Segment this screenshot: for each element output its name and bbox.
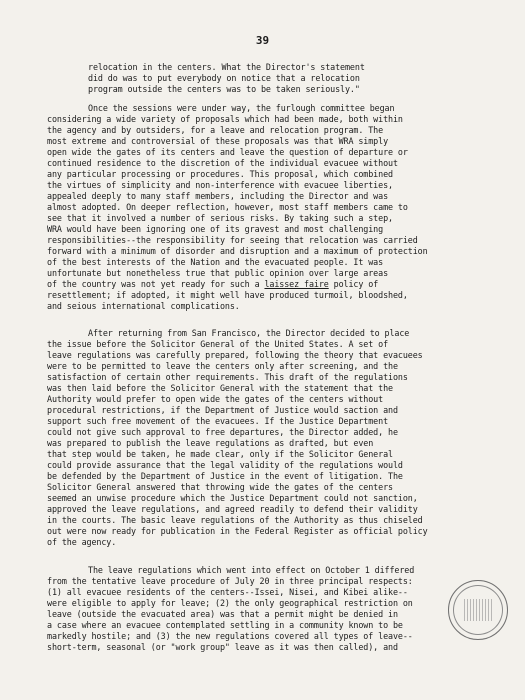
text-line: Authority would prefer to open wide the gates of the centers without bbox=[47, 394, 384, 404]
text-line: any particular processing or procedures. This proposal, which combined bbox=[47, 169, 393, 179]
text-line: almost adopted. On deeper reflection, however, most staff members came to bbox=[47, 202, 408, 212]
text-line: was then laid before the Solicitor General with the statement that the bbox=[47, 383, 393, 393]
text-line: out were now ready for publication in the Federal Register as official policy bbox=[47, 526, 428, 536]
text-line: could provide assurance that the legal validity of the regulations would bbox=[47, 460, 403, 470]
text-line: short-term, seasonal (or "work group" leave as it was then called), and bbox=[47, 642, 398, 652]
text-line: approved the leave regulations, and agreed readily to defend their validity bbox=[47, 504, 418, 514]
text-line: of the agency. bbox=[47, 537, 117, 547]
text-line: responsibilities--the responsibility for seeing that relocation was carried bbox=[47, 235, 418, 245]
text-line: leave regulations was carefully prepared, following the theory that evacuees bbox=[47, 350, 423, 360]
text-line: the issue before the Solicitor General of the United States. A set of bbox=[47, 339, 389, 349]
text-line: (1) all evacuee residents of the centers--Issei, Nisei, and Kibei alike-- bbox=[47, 587, 408, 597]
text-line: Once the sessions were under way, the furlough committee began bbox=[88, 103, 395, 113]
text-line: markedly hostile; and (3) the new regulations covered all types of leave-- bbox=[47, 631, 413, 641]
text-line: were to be permitted to leave the centers only after screening, and the bbox=[47, 361, 398, 371]
text-line: from the tentative leave procedure of July 20 in three principal respects: bbox=[47, 576, 413, 586]
text-line: program outside the centers was to be taken seriously." bbox=[88, 84, 360, 94]
text-line: forward with a minimum of disorder and disruption and a maximum of protection bbox=[47, 246, 428, 256]
text-line: seemed an unwise procedure which the Justice Department could not sanction, bbox=[47, 493, 418, 503]
archive-stamp-icon bbox=[448, 580, 508, 640]
text-line: that step would be taken, he made clear, only if the Solicitor General bbox=[47, 449, 393, 459]
text-line: did do was to put everybody on notice that a relocation bbox=[88, 73, 360, 83]
stamp-emblem-icon bbox=[464, 599, 492, 621]
text-line: were eligible to apply for leave; (2) the only geographical restriction on bbox=[47, 598, 413, 608]
text-line: in the courts. The basic leave regulations of the Authority as thus chiseled bbox=[47, 515, 423, 525]
text-line: support such free movement of the evacuees. If the Justice Department bbox=[47, 416, 389, 426]
text-line: appealed deeply to many staff members, including the Director and was bbox=[47, 191, 389, 201]
text-line: of the best interests of the Nation and the evacuated people. It was bbox=[47, 257, 384, 267]
underlined-phrase: laissez faire bbox=[264, 279, 329, 289]
text-line: be defended by the Department of Justice in the event of litigation. The bbox=[47, 471, 403, 481]
text-line: leave (outside the evacuated area) was that a permit might be denied in bbox=[47, 609, 398, 619]
text-line: could not give such approval to free departures, the Director added, he bbox=[47, 427, 398, 437]
text-line: Solicitor General answered that throwing wide the gates of the centers bbox=[47, 482, 393, 492]
text-line: continued residence to the discretion of the individual evacuee without bbox=[47, 158, 398, 168]
text-line: the virtues of simplicity and non-interference with evacuee liberties, bbox=[47, 180, 393, 190]
text-line: unfortunate but nonetheless true that public opinion over large areas bbox=[47, 268, 389, 278]
text-line: see that it involved a number of serious risks. By taking such a step, bbox=[47, 213, 393, 223]
text-line: was prepared to publish the leave regulations as drafted, but even bbox=[47, 438, 374, 448]
text-line: and seious international complications. bbox=[47, 301, 240, 311]
text-line: considering a wide variety of proposals which had been made, both within bbox=[47, 114, 403, 124]
page-number: 39 bbox=[255, 34, 270, 47]
text-line: resettlement; if adopted, it might well have produced turmoil, bloodshed, bbox=[47, 290, 408, 300]
text-line: open wide the gates of its centers and leave the question of departure or bbox=[47, 147, 408, 157]
text-line: a case where an evacuee contemplated settling in a community known to be bbox=[47, 620, 403, 630]
text-line: WRA would have been ignoring one of its gravest and most challenging bbox=[47, 224, 384, 234]
text-line: satisfaction of certain other requirements. This draft of the regulations bbox=[47, 372, 408, 382]
text-line: the agency and by outsiders, for a leave and relocation program. The bbox=[47, 125, 384, 135]
text-line: procedural restrictions, if the Department of Justice would saction and bbox=[47, 405, 398, 415]
text-line: After returning from San Francisco, the Director decided to place bbox=[88, 328, 410, 338]
text-line: The leave regulations which went into effect on October 1 differed bbox=[88, 565, 415, 575]
text-line: most extreme and controversial of these proposals was that WRA simply bbox=[47, 136, 389, 146]
text-line: relocation in the centers. What the Director's statement bbox=[88, 62, 365, 72]
text-line: of the country was not yet ready for such a laissez faire policy of bbox=[47, 279, 379, 289]
